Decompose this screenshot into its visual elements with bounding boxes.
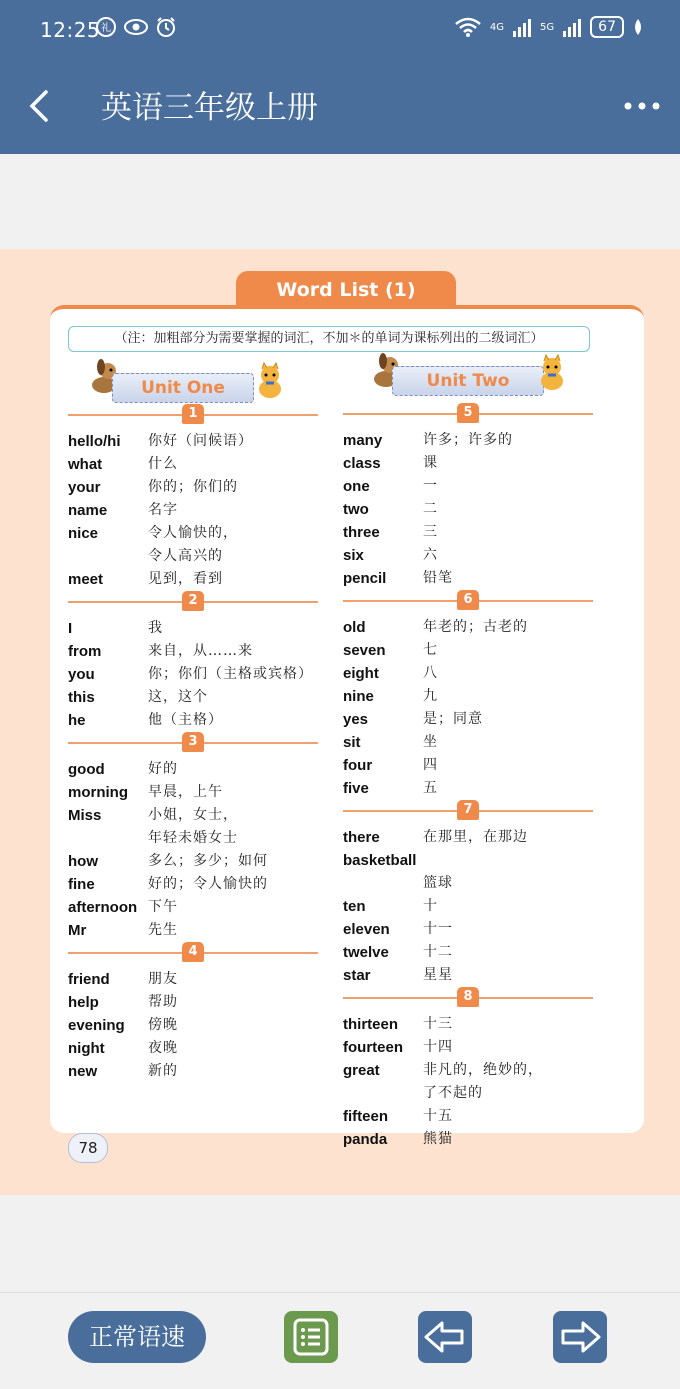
word-chinese: 十一 <box>423 921 453 937</box>
list-menu-button[interactable] <box>284 1311 338 1363</box>
word-english: star <box>343 967 371 984</box>
word-chinese: 五 <box>423 780 438 796</box>
word-row <box>68 476 318 499</box>
word-row <box>343 964 593 987</box>
word-row <box>343 895 593 918</box>
word-chinese: 坐 <box>423 734 438 750</box>
word-english: new <box>68 1063 98 1080</box>
word-row <box>68 1014 318 1037</box>
word-english: nice <box>68 525 99 542</box>
word-row <box>68 640 318 663</box>
word-english: twelve <box>343 944 389 961</box>
bottom-toolbar <box>0 1292 680 1389</box>
section-number: 6 <box>457 590 479 610</box>
alarm-icon <box>155 16 177 38</box>
word-english: many <box>343 432 383 449</box>
status-right <box>454 16 644 38</box>
word-english: fourteen <box>343 1039 403 1056</box>
word-row <box>68 1037 318 1060</box>
word-english: sit <box>343 734 361 751</box>
svg-text:礼: 礼 <box>101 23 111 34</box>
word-row <box>68 991 318 1014</box>
word-chinese: 课 <box>423 455 438 471</box>
word-row <box>343 1036 593 1059</box>
word-chinese: 多么；多少；如何 <box>148 853 268 869</box>
word-english: four <box>343 757 373 774</box>
section-number: 7 <box>457 800 479 820</box>
word-row <box>343 1082 593 1105</box>
word-english: I <box>68 620 73 637</box>
word-english: ten <box>343 898 366 915</box>
word-english: your <box>68 479 101 496</box>
page-title: 英语三年级上册 <box>101 90 318 126</box>
notification-icon <box>95 16 117 38</box>
word-chinese: 熊猫 <box>423 1131 453 1147</box>
word-row <box>343 521 593 544</box>
word-chinese: 什么 <box>148 456 178 472</box>
word-row <box>68 781 318 804</box>
left-arrow-icon <box>418 1311 472 1363</box>
back-arrow-icon[interactable] <box>22 86 62 126</box>
signal-icon-2 <box>562 17 582 37</box>
word-chinese: 早晨，上午 <box>148 784 223 800</box>
word-row <box>343 754 593 777</box>
signal-icon-1 <box>512 17 532 37</box>
word-chinese: 他（主格） <box>148 712 223 728</box>
word-chinese: 许多；许多的 <box>423 432 513 448</box>
word-row <box>343 567 593 590</box>
word-row <box>343 475 593 498</box>
word-list-note: （注：加粗部分为需要掌握的词汇，不加＊的单词为课标列出的二级词汇） <box>68 326 590 352</box>
word-row <box>68 850 318 873</box>
word-chinese: 在那里，在那边 <box>423 829 528 845</box>
word-row <box>68 919 318 942</box>
status-bar <box>0 0 680 58</box>
word-english: meet <box>68 571 104 588</box>
word-row <box>68 827 318 850</box>
word-english: nine <box>343 688 374 705</box>
word-english: seven <box>343 642 386 659</box>
word-list-heading: Word List (1) <box>236 271 456 309</box>
word-chinese: 非凡的，绝妙的， <box>423 1062 543 1078</box>
word-chinese: 铅笔 <box>423 570 453 586</box>
word-chinese: 好的；令人愉快的 <box>148 876 268 892</box>
next-page-button[interactable] <box>553 1311 607 1363</box>
word-row <box>68 430 318 453</box>
word-chinese: 见到，看到 <box>148 571 223 587</box>
word-row <box>68 758 318 781</box>
word-english: fifteen <box>343 1108 388 1125</box>
word-chinese: 十 <box>423 898 438 914</box>
word-row <box>68 522 318 545</box>
word-chinese: 十三 <box>423 1016 453 1032</box>
word-chinese: 七 <box>423 642 438 658</box>
word-english: thirteen <box>343 1016 399 1033</box>
word-row <box>343 1013 593 1036</box>
word-english: afternoon <box>68 899 138 916</box>
word-english: what <box>68 456 103 473</box>
word-english: eight <box>343 665 379 682</box>
unit-two-column <box>343 403 593 1151</box>
word-english: Mr <box>68 922 87 939</box>
previous-page-button[interactable] <box>418 1311 472 1363</box>
word-row <box>68 968 318 991</box>
word-english: fine <box>68 876 95 893</box>
section-number: 4 <box>182 942 204 962</box>
word-english: friend <box>68 971 110 988</box>
word-row <box>68 453 318 476</box>
word-english: Miss <box>68 807 102 824</box>
word-chinese: 你；你们（主格或宾格） <box>148 666 313 682</box>
word-english: this <box>68 689 95 706</box>
word-row <box>68 804 318 827</box>
word-row <box>343 826 593 849</box>
leaf-icon <box>632 17 644 37</box>
eye-icon <box>123 16 149 38</box>
word-chinese: 九 <box>423 688 438 704</box>
word-chinese: 四 <box>423 757 438 773</box>
word-row <box>343 1128 593 1151</box>
word-chinese: 篮球 <box>423 875 453 891</box>
section-divider <box>68 732 318 758</box>
cat-illustration-2 <box>534 353 570 393</box>
word-chinese: 你的；你们的 <box>148 479 238 495</box>
word-english: pencil <box>343 570 387 587</box>
word-row <box>343 777 593 800</box>
section-divider <box>343 987 593 1013</box>
word-row <box>68 709 318 732</box>
word-english: eleven <box>343 921 390 938</box>
word-chinese: 年老的；古老的 <box>423 619 528 635</box>
section-divider <box>343 800 593 826</box>
word-row <box>343 685 593 708</box>
word-chinese: 年轻未婚女士 <box>148 830 238 846</box>
word-chinese: 下午 <box>148 899 178 915</box>
section-divider <box>343 403 593 429</box>
page-number: 78 <box>68 1133 108 1163</box>
section-number: 2 <box>182 591 204 611</box>
word-row <box>68 873 318 896</box>
status-time: 12:25 <box>40 18 101 42</box>
word-chinese: 好的 <box>148 761 178 777</box>
word-english: hello/hi <box>68 433 121 450</box>
word-row <box>343 918 593 941</box>
network-4g-label: 4G <box>489 21 505 33</box>
unit-one-column <box>68 404 318 1083</box>
word-chinese: 十四 <box>423 1039 453 1055</box>
word-english: night <box>68 1040 105 1057</box>
book-page <box>0 249 680 1195</box>
word-chinese: 名字 <box>148 502 178 518</box>
section-divider <box>68 942 318 968</box>
right-arrow-icon <box>553 1311 607 1363</box>
app-header <box>0 58 680 154</box>
word-chinese: 令人愉快的， <box>148 525 238 541</box>
word-chinese: 一 <box>423 478 438 494</box>
word-chinese: 来自，从……来 <box>148 643 253 659</box>
section-number: 3 <box>182 732 204 752</box>
word-row <box>343 498 593 521</box>
word-chinese: 夜晚 <box>148 1040 178 1056</box>
section-number: 5 <box>457 403 479 423</box>
list-menu-icon <box>284 1311 338 1363</box>
word-row <box>68 617 318 640</box>
word-row <box>343 849 593 872</box>
word-english: from <box>68 643 102 660</box>
word-chinese: 了不起的 <box>423 1085 483 1101</box>
word-english: great <box>343 1062 380 1079</box>
word-english: evening <box>68 1017 125 1034</box>
wifi-icon <box>454 16 482 38</box>
word-english: how <box>68 853 98 870</box>
word-chinese: 朋友 <box>148 971 178 987</box>
word-chinese: 十五 <box>423 1108 453 1124</box>
section-divider <box>343 590 593 616</box>
word-chinese: 是；同意 <box>423 711 483 727</box>
word-chinese: 三 <box>423 524 438 540</box>
word-english: class <box>343 455 381 472</box>
word-chinese: 这，这个 <box>148 689 208 705</box>
word-english: one <box>343 478 370 495</box>
word-english: there <box>343 829 380 846</box>
word-chinese: 二 <box>423 501 438 517</box>
word-english: five <box>343 780 369 797</box>
word-row <box>68 686 318 709</box>
word-english: he <box>68 712 86 729</box>
word-row <box>343 941 593 964</box>
more-dots-icon[interactable] <box>622 96 662 116</box>
word-row <box>68 545 318 568</box>
word-chinese: 小姐，女士， <box>148 807 238 823</box>
section-number: 8 <box>457 987 479 1007</box>
unit-one-banner: Unit One <box>112 373 254 403</box>
unit-two-banner: Unit Two <box>392 366 544 396</box>
word-row <box>343 544 593 567</box>
word-row <box>68 1060 318 1083</box>
status-icons <box>95 16 177 38</box>
word-chinese: 令人高兴的 <box>148 548 223 564</box>
word-english: six <box>343 547 364 564</box>
word-english: morning <box>68 784 128 801</box>
word-row <box>343 1059 593 1082</box>
section-number: 1 <box>182 404 204 424</box>
word-chinese: 星星 <box>423 967 453 983</box>
word-chinese: 傍晚 <box>148 1017 178 1033</box>
word-english: you <box>68 666 95 683</box>
word-chinese: 你好（问候语） <box>148 433 253 449</box>
section-divider <box>68 404 318 430</box>
word-row <box>68 499 318 522</box>
word-english: old <box>343 619 366 636</box>
word-row <box>68 896 318 919</box>
word-english: two <box>343 501 369 518</box>
word-chinese: 帮助 <box>148 994 178 1010</box>
word-english: name <box>68 502 108 519</box>
word-row <box>343 1105 593 1128</box>
word-row <box>343 639 593 662</box>
word-row <box>343 708 593 731</box>
word-row <box>343 452 593 475</box>
word-english: good <box>68 761 105 778</box>
battery-indicator: 67 <box>590 16 624 38</box>
word-row <box>343 429 593 452</box>
word-row <box>68 568 318 591</box>
word-chinese: 我 <box>148 620 163 636</box>
word-chinese: 先生 <box>148 922 178 938</box>
word-row <box>343 872 593 895</box>
word-row <box>343 616 593 639</box>
speed-button[interactable]: 正常语速 <box>68 1311 206 1363</box>
word-row <box>343 731 593 754</box>
word-english: help <box>68 994 99 1011</box>
word-chinese: 新的 <box>148 1063 178 1079</box>
cat-illustration <box>252 361 288 401</box>
word-english: panda <box>343 1131 388 1148</box>
word-chinese: 六 <box>423 547 438 563</box>
section-divider <box>68 591 318 617</box>
word-english: three <box>343 524 380 541</box>
word-row <box>343 662 593 685</box>
word-chinese: 十二 <box>423 944 453 960</box>
word-english: basketball <box>343 852 417 869</box>
network-5g-label: 5G <box>540 21 555 33</box>
word-chinese: 八 <box>423 665 438 681</box>
word-row <box>68 663 318 686</box>
word-english: yes <box>343 711 369 728</box>
